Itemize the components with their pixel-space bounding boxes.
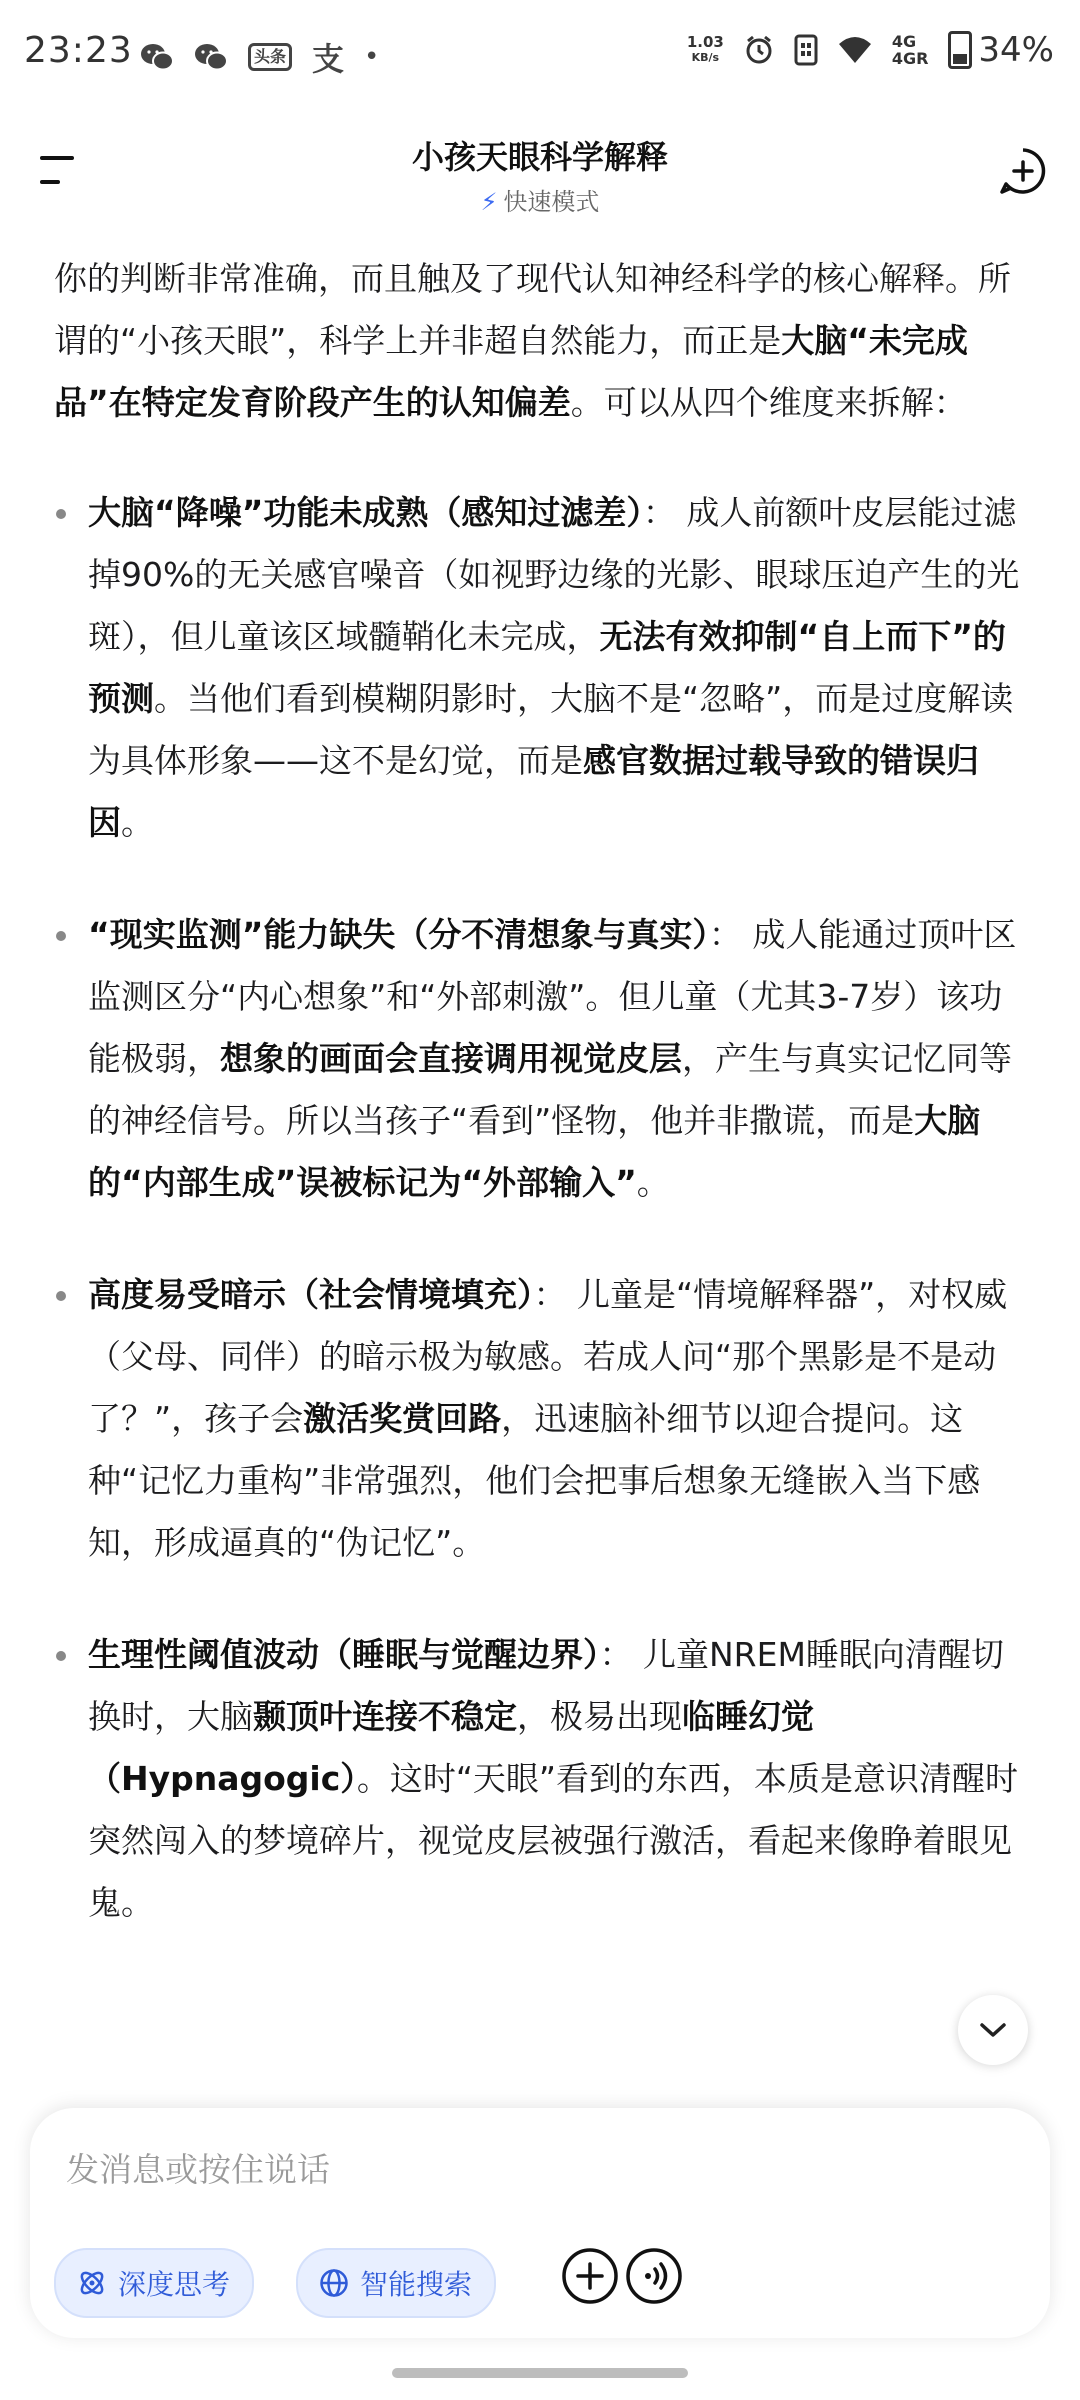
body-text: 。 bbox=[121, 803, 154, 842]
message-bullet-list bbox=[54, 482, 1029, 1934]
emphasis-text: 感官数据过载导致的错误归因 bbox=[88, 741, 979, 842]
bullet-item bbox=[54, 1264, 1029, 1574]
emphasis-text: 临睡幻觉（Hypnagogic） bbox=[88, 1697, 814, 1798]
body-text: 你的判断非常准确，而且触及了现代认知神经科学的核心解释。所谓的“小孩天眼”，科学上并非超自然能力，而正是 bbox=[54, 259, 1011, 360]
emphasis-text: 无法有效抑制“自上而下”的预测 bbox=[88, 617, 1006, 718]
wechat-icon bbox=[140, 42, 174, 72]
chat-header bbox=[0, 110, 1080, 240]
cellular-signal: 4G 4GR bbox=[891, 32, 929, 68]
voice-call-button[interactable] bbox=[624, 2246, 684, 2306]
atom-icon bbox=[76, 2267, 108, 2299]
body-text: ： 成人前额叶皮层能过滤掉90%的无关感官噪音（如视野边缘的光影、眼球压迫产生的光斑），但儿童该区域髓鞘化未完成， bbox=[88, 493, 1020, 656]
plus-icon bbox=[560, 2246, 620, 2306]
body-text: ，迅速脑补细节以迎合提问。这种“记忆力重构”非常强烈，他们会把事后想象无缝嵌入当下感知，形成逼真的“伪记忆”。 bbox=[88, 1399, 981, 1562]
emphasis-text: 颞顶叶连接不稳定 bbox=[253, 1697, 517, 1736]
alipay-icon: 支 bbox=[312, 40, 345, 78]
assistant-message bbox=[54, 248, 1029, 1984]
smart-search-label: 智能搜索 bbox=[360, 2268, 473, 2301]
alarm-icon bbox=[744, 35, 774, 65]
page-title: 小孩天眼科学解释 bbox=[411, 138, 668, 176]
bullet-item bbox=[54, 1624, 1029, 1934]
emphasis-text: 生理性阈值波动（睡眠与觉醒边界） bbox=[88, 1635, 600, 1674]
deep-think-toggle[interactable] bbox=[54, 2248, 254, 2318]
toutiao-badge: 头条 bbox=[248, 43, 292, 71]
message-input[interactable]: 发消息或按住说话 bbox=[66, 2150, 330, 2189]
mode-selector[interactable]: ⚡ 快速模式 bbox=[480, 188, 600, 216]
globe-icon bbox=[318, 2267, 350, 2299]
body-text: ： 儿童NREM睡眠向清醒切换时，大脑 bbox=[88, 1635, 1004, 1736]
emphasis-text: 大脑的“内部生成”误被标记为“外部输入” bbox=[88, 1101, 981, 1202]
status-time: 23:23 bbox=[24, 30, 133, 71]
more-notifications-dot: • bbox=[364, 42, 380, 72]
notification-icons bbox=[140, 34, 379, 80]
body-text: 。当他们看到模糊阴影时，大脑不是“忽略”，而是过度解读为具体形象——这不是幻觉，而是 bbox=[88, 679, 1014, 780]
smart-search-toggle[interactable] bbox=[296, 2248, 496, 2318]
home-indicator[interactable] bbox=[392, 2368, 688, 2378]
chevron-down-icon bbox=[978, 2020, 1008, 2040]
body-text: ，极易出现 bbox=[517, 1697, 682, 1736]
bolt-icon: ⚡ bbox=[480, 188, 498, 216]
bullet-item bbox=[54, 482, 1029, 854]
body-text: 。 bbox=[636, 1163, 670, 1202]
emphasis-text: 大脑“未完成品”在特定发育阶段产生的认知偏差 bbox=[54, 321, 968, 422]
system-icons bbox=[687, 30, 1054, 70]
wifi-icon bbox=[838, 36, 872, 64]
voice-icon bbox=[624, 2246, 684, 2306]
body-text: ： 成人能通过顶叶区监测区分“内心想象”和“外部刺激”。但儿童（尤其3-7岁）该功能极弱， bbox=[88, 915, 1017, 1078]
bullet-item bbox=[54, 904, 1029, 1214]
battery-icon bbox=[948, 31, 972, 69]
deep-think-label: 深度思考 bbox=[118, 2268, 231, 2301]
network-speed: 1.03 KB/s bbox=[686, 33, 724, 64]
wechat-icon bbox=[194, 42, 228, 72]
new-chat-button[interactable] bbox=[998, 146, 1048, 196]
attach-button[interactable] bbox=[560, 2246, 620, 2306]
emphasis-text: 想象的画面会直接调用视觉皮层 bbox=[220, 1039, 682, 1078]
body-text: 。这时“天眼”看到的东西，本质是意识清醒时突然闯入的梦境碎片，视觉皮层被强行激活，看起来像睁着眼见鬼。 bbox=[88, 1759, 1019, 1922]
body-text: ： 儿童是“情境解释器”，对权威（父母、同伴）的暗示极为敏感。若成人问“那个黑影是不是动了？”，孩子会 bbox=[88, 1275, 1008, 1438]
body-text: ，产生与真实记忆同等的神经信号。所以当孩子“看到”怪物，他并非撒谎，而是 bbox=[88, 1039, 1012, 1140]
sim-icon bbox=[794, 34, 818, 66]
status-bar bbox=[0, 0, 1080, 110]
new-chat-icon bbox=[998, 146, 1048, 196]
input-fade bbox=[0, 2050, 1080, 2110]
message-intro bbox=[54, 248, 1029, 434]
emphasis-text: 大脑“降噪”功能未成熟（感知过滤差） bbox=[88, 493, 643, 532]
message-composer bbox=[30, 2108, 1050, 2338]
emphasis-text: 高度易受暗示（社会情境填充） bbox=[88, 1275, 534, 1314]
battery-indicator: 34% bbox=[948, 30, 1054, 70]
emphasis-text: 激活奖赏回路 bbox=[303, 1399, 502, 1438]
body-text: 。可以从四个维度来拆解： bbox=[570, 383, 967, 422]
emphasis-text: “现实监测”能力缺失（分不清想象与真实） bbox=[88, 915, 709, 954]
